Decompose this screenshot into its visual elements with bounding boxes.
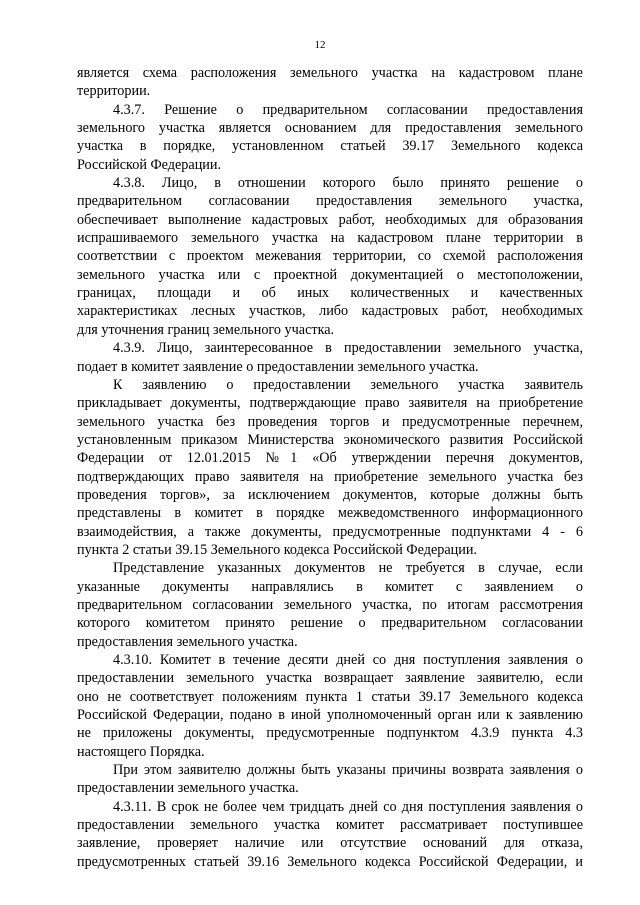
text-line: границах, площади и об иных количественных и качественных: [77, 285, 583, 302]
document-body: [77, 64, 583, 871]
text-line: взаимодействия, а также документы, предусмотренные подпунктами 4 - 6: [77, 523, 583, 540]
text-line: К заявлению о предоставлении земельного участка заявитель: [113, 376, 583, 393]
text-line: установленным приказом Министерства экономического развития Российской: [77, 431, 583, 448]
text-line: представлены в комитет в порядке межведомственного информационного: [77, 505, 583, 522]
text-line: участка в порядке, установленном статьей 39.17 Земельного кодекса: [77, 138, 583, 155]
text-line: предоставлении земельного участка комитет рассматривает поступившее: [77, 817, 583, 834]
text-line: 4.3.10. Комитет в течение десяти дней со дня поступления заявления о: [113, 652, 583, 668]
text-line: 4.3.11. В срок не более чем тридцать дней со дня поступления заявления о: [113, 798, 583, 815]
text-line: территории.: [77, 83, 151, 100]
text-line: Представление указанных документов не требуется в случае, если: [113, 560, 583, 577]
text-line: подтверждающих право заявителя на приобретение земельного участка без: [77, 468, 583, 485]
text-line: Российской Федерации, подано в иной уполномоченный орган или к заявлению: [77, 707, 583, 724]
text-line: указанные документы направлялись в комитет с заявлением о: [77, 578, 583, 595]
text-line: не приложены документы, предусмотренные подпунктом 4.3.9 пункта 4.3: [77, 725, 583, 742]
text-line: предоставления земельного участка.: [77, 633, 298, 650]
text-line: прикладывает документы, подтверждающие право заявителя на приобретение: [77, 395, 583, 412]
text-line: обеспечивает выполнение кадастровых работ, необходимых для образования: [77, 211, 583, 228]
text-line: испрашиваемого земельного участка на кадастровом плане территории в: [77, 230, 583, 247]
text-line: При этом заявителю должны быть указаны причины возврата заявления о: [113, 762, 583, 779]
text-line: земельного участка без проведения торгов и предусмотренные перечнем,: [77, 413, 583, 430]
text-line: земельного участка или с проектной документацией о местоположении,: [77, 266, 583, 283]
text-line: предварительном согласовании земельного участка, по итогам рассмотрения: [77, 596, 583, 613]
text-line: характеристиках лесных участков, либо кадастровых работ, необходимых: [77, 303, 583, 320]
text-line: заявление, проверяет наличие или отсутствие оснований для отказа,: [77, 835, 583, 852]
text-line: Федерации от 12.01.2015 №1 «Об утверждении перечня документов,: [77, 450, 583, 467]
text-line: настоящего Порядка.: [77, 743, 205, 760]
text-line: оно не соответствует положениям пункта 1 статьи 39.17 Земельного кодекса: [77, 688, 583, 705]
text-line: 4.3.8. Лицо, в отношении которого было принято решение о: [113, 175, 583, 192]
text-line: предоставлении земельного участка.: [77, 780, 299, 797]
text-line: земельного участка является основанием для предоставления земельного: [77, 120, 583, 137]
text-line: Российской Федерации.: [77, 156, 222, 173]
text-line: которого комитетом принято решение о предварительном согласовании: [77, 615, 583, 632]
text-line: 4.3.9. Лицо, заинтересованное в предоставлении земельного участка,: [113, 340, 583, 357]
text-line: предоставлении земельного участка возвращает заявление заявителю, если: [77, 670, 583, 687]
text-line: для уточнения границ земельного участка.: [77, 321, 335, 338]
text-line: пункта 2 статьи 39.15 Земельного кодекса Российской Федерации.: [77, 541, 477, 558]
text-line: 4.3.7. Решение о предварительном согласовании предоставления: [113, 101, 583, 118]
text-line: проведения торгов», за исключением документов, которые должны быть: [77, 486, 583, 503]
page-number: 12: [314, 39, 326, 51]
text-line: подает в комитет заявление о предоставлении земельного участка.: [77, 358, 479, 375]
text-line: является схема расположения земельного участка на кадастровом плане: [77, 65, 583, 81]
text-line: предусмотренных статьей 39.16 Земельного кодекса Российской Федерации, и: [77, 853, 583, 870]
text-line: предварительном согласовании предоставления земельного участка,: [77, 193, 583, 210]
text-line: соответствии с проектом межевания территории, со схемой расположения: [77, 248, 583, 265]
